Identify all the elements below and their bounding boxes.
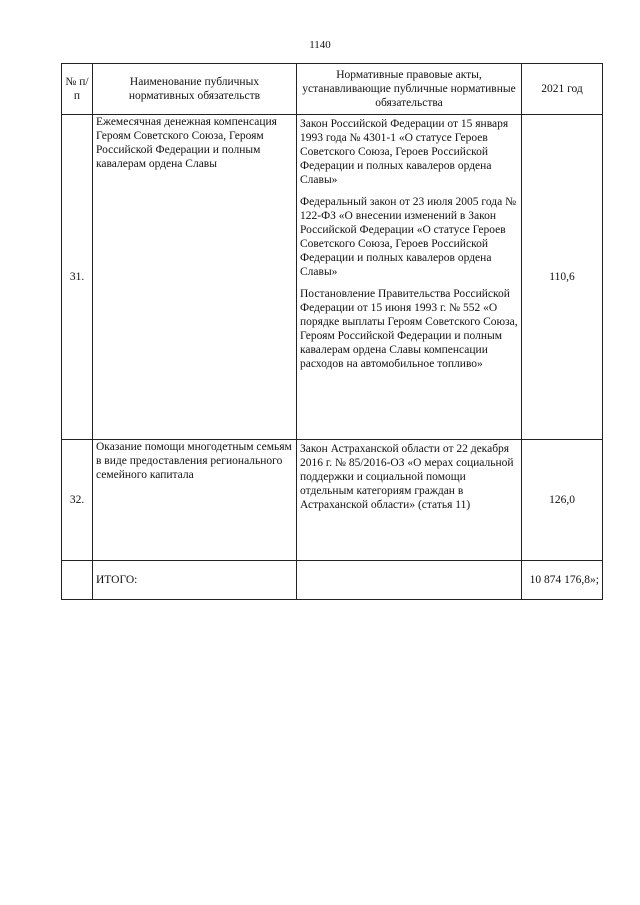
table-row — [62, 440, 603, 561]
legal-act: Постановление Правительства Российской Федерации от 15 июня 1993 г. № 552 «О порядке выплаты Героям Советского Союза, Героям Российской Федерации и полным кавалерам ордена Славы компенсации расходов на автомобильное топливо» — [300, 288, 518, 370]
row-number: 31. — [62, 115, 93, 440]
header-year: 2021 год — [522, 64, 603, 115]
obligations-table — [61, 63, 603, 600]
legal-act: Закон Астраханской области от 22 декабря 2016 г. № 85/2016-ОЗ «О мерах социальной поддержки и социальной помощи отдельным категориям граждан в Астраханской области» (статья 11) — [300, 443, 514, 511]
legal-acts-cell — [297, 115, 522, 440]
legal-act: Федеральный закон от 23 июля 2005 года № 122-ФЗ «О внесении изменений в Закон Российской Федерации «О статусе Героев Советского Союза, Героев Российской Федерации и полных кавалеров ордена Славы» — [300, 196, 517, 278]
header-num: № п/п — [62, 64, 93, 115]
header-acts: Нормативные правовые акты, устанавливающие публичные нормативные обязательства — [297, 64, 522, 115]
legal-acts-cell — [297, 440, 522, 561]
table-row — [62, 115, 603, 440]
total-acts-cell — [297, 561, 522, 600]
total-row — [62, 561, 603, 600]
table-header-row — [62, 64, 603, 115]
obligation-name: Ежемесячная денежная компенсация Героям Советского Союза, Героям Российской Федерации и полным кавалерам ордена Славы — [93, 115, 297, 440]
legal-act: Закон Российской Федерации от 15 января 1993 года № 4301-1 «О статусе Героев Советского Союза, Героев Российской Федерации и полных кавалеров ордена Славы» — [300, 118, 509, 186]
total-label: ИТОГО: — [93, 561, 297, 600]
total-num-cell — [62, 561, 93, 600]
total-value: 10 874 176,8»; — [522, 561, 603, 600]
row-number: 32. — [62, 440, 93, 561]
page-number: 1140 — [309, 39, 331, 51]
amount-2021: 126,0 — [522, 440, 603, 561]
header-name: Наименование публичных нормативных обязательств — [93, 64, 297, 115]
amount-2021: 110,6 — [522, 115, 603, 440]
obligation-name: Оказание помощи многодетным семьям в виде предоставления регионального семейного капитала — [93, 440, 297, 561]
